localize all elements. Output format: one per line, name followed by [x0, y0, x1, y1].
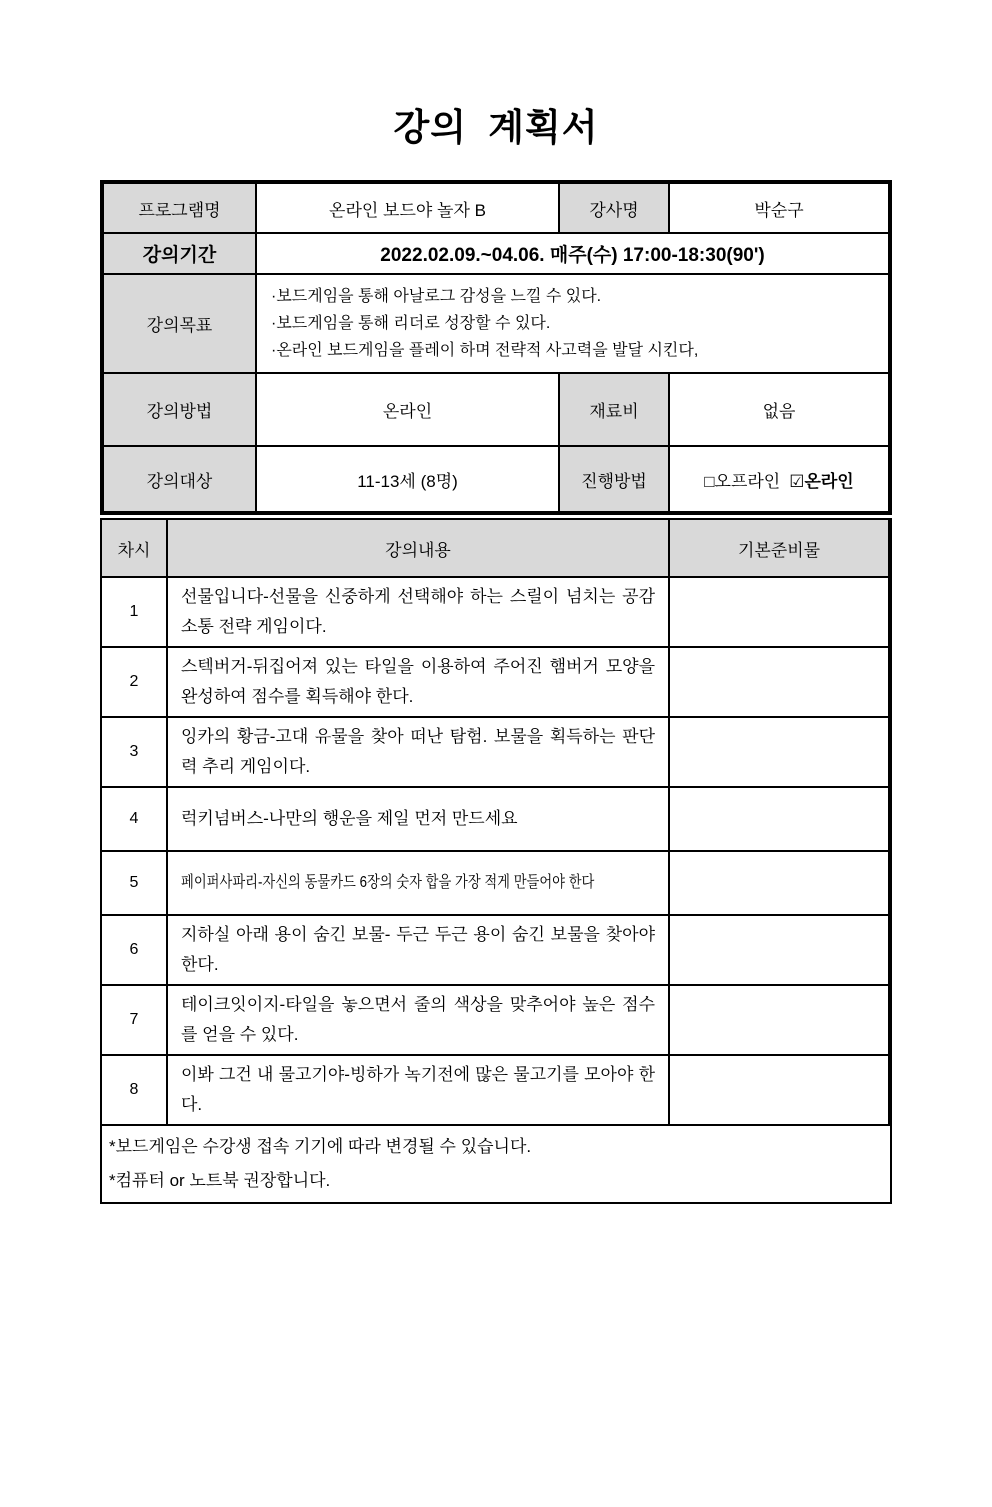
period-value: 2022.02.09.~04.06. 매주(수) 17:00-18:30(90') — [257, 234, 888, 275]
materials-cell — [670, 916, 890, 986]
instructor-label: 강사명 — [560, 184, 670, 234]
target-label: 강의대상 — [104, 447, 257, 511]
materials-fee-label: 재료비 — [560, 374, 670, 447]
table-row-content — [168, 986, 670, 1056]
content-text: 테이크잇이지-타일을 놓으면서 줄의 색상을 맞추어야 높은 점수를 얻을 수 있다. — [181, 995, 655, 1044]
content-text: 페이퍼사파리-자신의 동물카드 6장의 숫자 합을 가장 적게 만들어야 한다 — [181, 874, 595, 891]
materials-cell — [670, 1056, 890, 1126]
footnote-line: *보드게임은 수강생 접속 기기에 따라 변경될 수 있습니다. — [109, 1137, 532, 1156]
content-text: 잉카의 황금-고대 유물을 찾아 떠난 탐험. 보물을 획득하는 판단력 추리 게임이다. — [181, 727, 655, 776]
session-number: 1 — [102, 578, 168, 648]
content-text: 선물입니다-선물을 신중하게 선택해야 하는 스릴이 넘치는 공감 소통 전략 게임이다. — [181, 587, 655, 636]
table-row-content — [168, 648, 670, 718]
target-value: 11-13세 (8명) — [257, 447, 560, 511]
table-row-content — [168, 852, 670, 916]
session-number: 7 — [102, 986, 168, 1056]
content-text: 스텍버거-뒤집어져 있는 타일을 이용하여 주어진 햄버거 모양을 완성하여 점수를 획득해야 한다. — [181, 657, 655, 706]
table-row-content — [168, 718, 670, 788]
schedule-table — [100, 518, 892, 1204]
period-label: 강의기간 — [104, 234, 257, 275]
format-value — [670, 447, 888, 511]
content-text: 럭키넘버스-나만의 행운을 제일 먼저 만드세요 — [181, 809, 518, 828]
goal-list — [257, 275, 888, 374]
table-row-content — [168, 788, 670, 852]
footnotes — [102, 1126, 890, 1202]
session-number: 6 — [102, 916, 168, 986]
materials-fee-value: 없음 — [670, 374, 888, 447]
instructor-value: 박순구 — [670, 184, 888, 234]
format-label: 진행방법 — [560, 447, 670, 511]
program-name-value: 온라인 보드야 놀자 B — [257, 184, 560, 234]
method-label: 강의방법 — [104, 374, 257, 447]
course-info-table — [100, 180, 892, 515]
session-number: 5 — [102, 852, 168, 916]
materials-cell — [670, 852, 890, 916]
method-value: 온라인 — [257, 374, 560, 447]
program-name-label: 프로그램명 — [104, 184, 257, 234]
materials-cell — [670, 648, 890, 718]
goal-item: ·보드게임을 통해 리더로 성장할 수 있다. — [271, 315, 551, 332]
materials-cell — [670, 718, 890, 788]
goal-label: 강의목표 — [104, 275, 257, 374]
materials-cell — [670, 986, 890, 1056]
materials-cell — [670, 578, 890, 648]
offline-checkbox-option: □오프라인 — [704, 471, 781, 491]
online-checkbox-option-checked: ☑온라인 — [789, 471, 854, 491]
session-number: 4 — [102, 788, 168, 852]
header-content: 강의내용 — [168, 520, 670, 578]
footnote-line: *컴퓨터 or 노트북 권장합니다. — [109, 1171, 331, 1190]
goal-item: ·온라인 보드게임을 플레이 하며 전략적 사고력을 발달 시킨다, — [271, 342, 699, 359]
content-text: 지하실 아래 용이 숨긴 보물- 두근 두근 용이 숨긴 보물을 찾아야 한다. — [181, 925, 655, 974]
page-title: 강의 계획서 — [393, 107, 599, 148]
goal-item: ·보드게임을 통해 아날로그 감성을 느낄 수 있다. — [271, 288, 602, 305]
table-row-content — [168, 916, 670, 986]
materials-cell — [670, 788, 890, 852]
table-row-content — [168, 1056, 670, 1126]
table-row-content — [168, 578, 670, 648]
header-materials: 기본준비물 — [670, 520, 890, 578]
session-number: 2 — [102, 648, 168, 718]
content-text: 이봐 그건 내 물고기야-빙하가 녹기전에 많은 물고기를 모아야 한다. — [181, 1065, 655, 1114]
header-session: 차시 — [102, 520, 168, 578]
session-number: 3 — [102, 718, 168, 788]
session-number: 8 — [102, 1056, 168, 1126]
